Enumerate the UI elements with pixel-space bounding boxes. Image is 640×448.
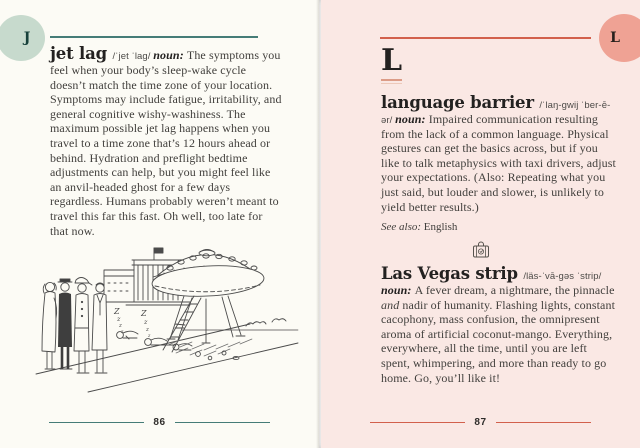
ufo-landing-illustration <box>30 246 302 398</box>
page-footer-right <box>321 417 640 428</box>
page-number: 87 <box>474 417 487 428</box>
tab-j-label: J <box>23 30 31 46</box>
entry-las-vegas-strip <box>381 266 618 385</box>
entry-pronunciation: /ˈlaŋ-gwij ˈber-ē-ər/ <box>381 100 611 126</box>
tab-letter-j <box>0 15 45 61</box>
footer-rule <box>49 422 144 423</box>
footer-rule <box>175 422 270 423</box>
tab-letter-l <box>599 14 640 62</box>
svg-text:z: z <box>119 323 122 329</box>
entry-term: Las Vegas strip <box>381 264 524 283</box>
entry-term: jet lag <box>50 44 113 63</box>
footer-rule <box>496 422 591 423</box>
svg-text:Z: Z <box>141 309 147 318</box>
entry-jet-lag <box>50 46 283 238</box>
entry-pronunciation: /ˈjet ˈlag/ <box>112 51 154 62</box>
page-left <box>0 0 319 448</box>
svg-text:z: z <box>117 315 121 323</box>
svg-text:z: z <box>144 318 148 326</box>
page-footer-left <box>0 417 319 428</box>
page-right <box>321 0 640 448</box>
svg-text:z: z <box>146 327 149 333</box>
see-also-line <box>381 221 457 233</box>
entry-term: language barrier <box>381 93 540 112</box>
entry-part-of-speech: noun: <box>153 48 187 62</box>
entry-text: nadir of humanity. Flashing lights, constant cacophony, mass confusion, the omnipresent aroma of artificial coconut-mango. Everything, everywhere, all the time, until you are left spent, whimpering, and more than ready to go home. Go, you’ll like it! <box>381 297 616 385</box>
footer-rule <box>370 422 465 423</box>
page-number: 86 <box>153 417 166 428</box>
suitcase-icon <box>470 240 492 260</box>
top-rule-right <box>380 37 591 39</box>
entry-pronunciation: /läs-ˈvā-gəs ˈstrip/ <box>523 271 602 282</box>
svg-text:z: z <box>121 330 124 335</box>
section-letter-text: L <box>381 43 403 78</box>
entry-text: and <box>381 297 400 312</box>
section-letter-l <box>381 43 403 84</box>
entry-text: Impaired communication resulting from the lack of a common language. Physical gestures can get the basics across, but if you like to talk metaphysics with taxi drivers, adjust your expectations. (Also: Repeating what you just said, but louder and slower, is unlikely to yield better results.) <box>381 111 616 214</box>
top-rule-left <box>50 36 258 38</box>
section-underline <box>381 79 402 81</box>
svg-text:z: z <box>148 334 151 339</box>
see-also-label: See also: <box>381 221 422 233</box>
see-also-value: English <box>421 221 458 233</box>
entry-divider <box>321 240 640 265</box>
svg-text:Z: Z <box>114 307 120 316</box>
entry-text: The symptoms you feel when your body’s sleep-wake cycle doesn’t match the time zone of your location. Symptoms may include fatigue, irritability, and general cognitive wishy-washiness. The maximum possible jet lag happens when you travel to a time zone that’s 12 hours ahead or behind. Hydration and preflight bedtime adjustments can help, but you might feel like an anvil-headed ghost for a few days regardless. Humans probably weren’t meant to travel this far this fast. Oh well, too late for that now. <box>50 48 282 238</box>
tab-l-label: L <box>610 30 620 46</box>
entry-part-of-speech: noun: <box>395 111 429 126</box>
entry-part-of-speech: noun: <box>381 282 415 297</box>
entry-language-barrier <box>381 95 618 214</box>
entry-text: A fever dream, a nightmare, the pinnacle <box>414 282 615 297</box>
section-underline <box>381 83 402 85</box>
